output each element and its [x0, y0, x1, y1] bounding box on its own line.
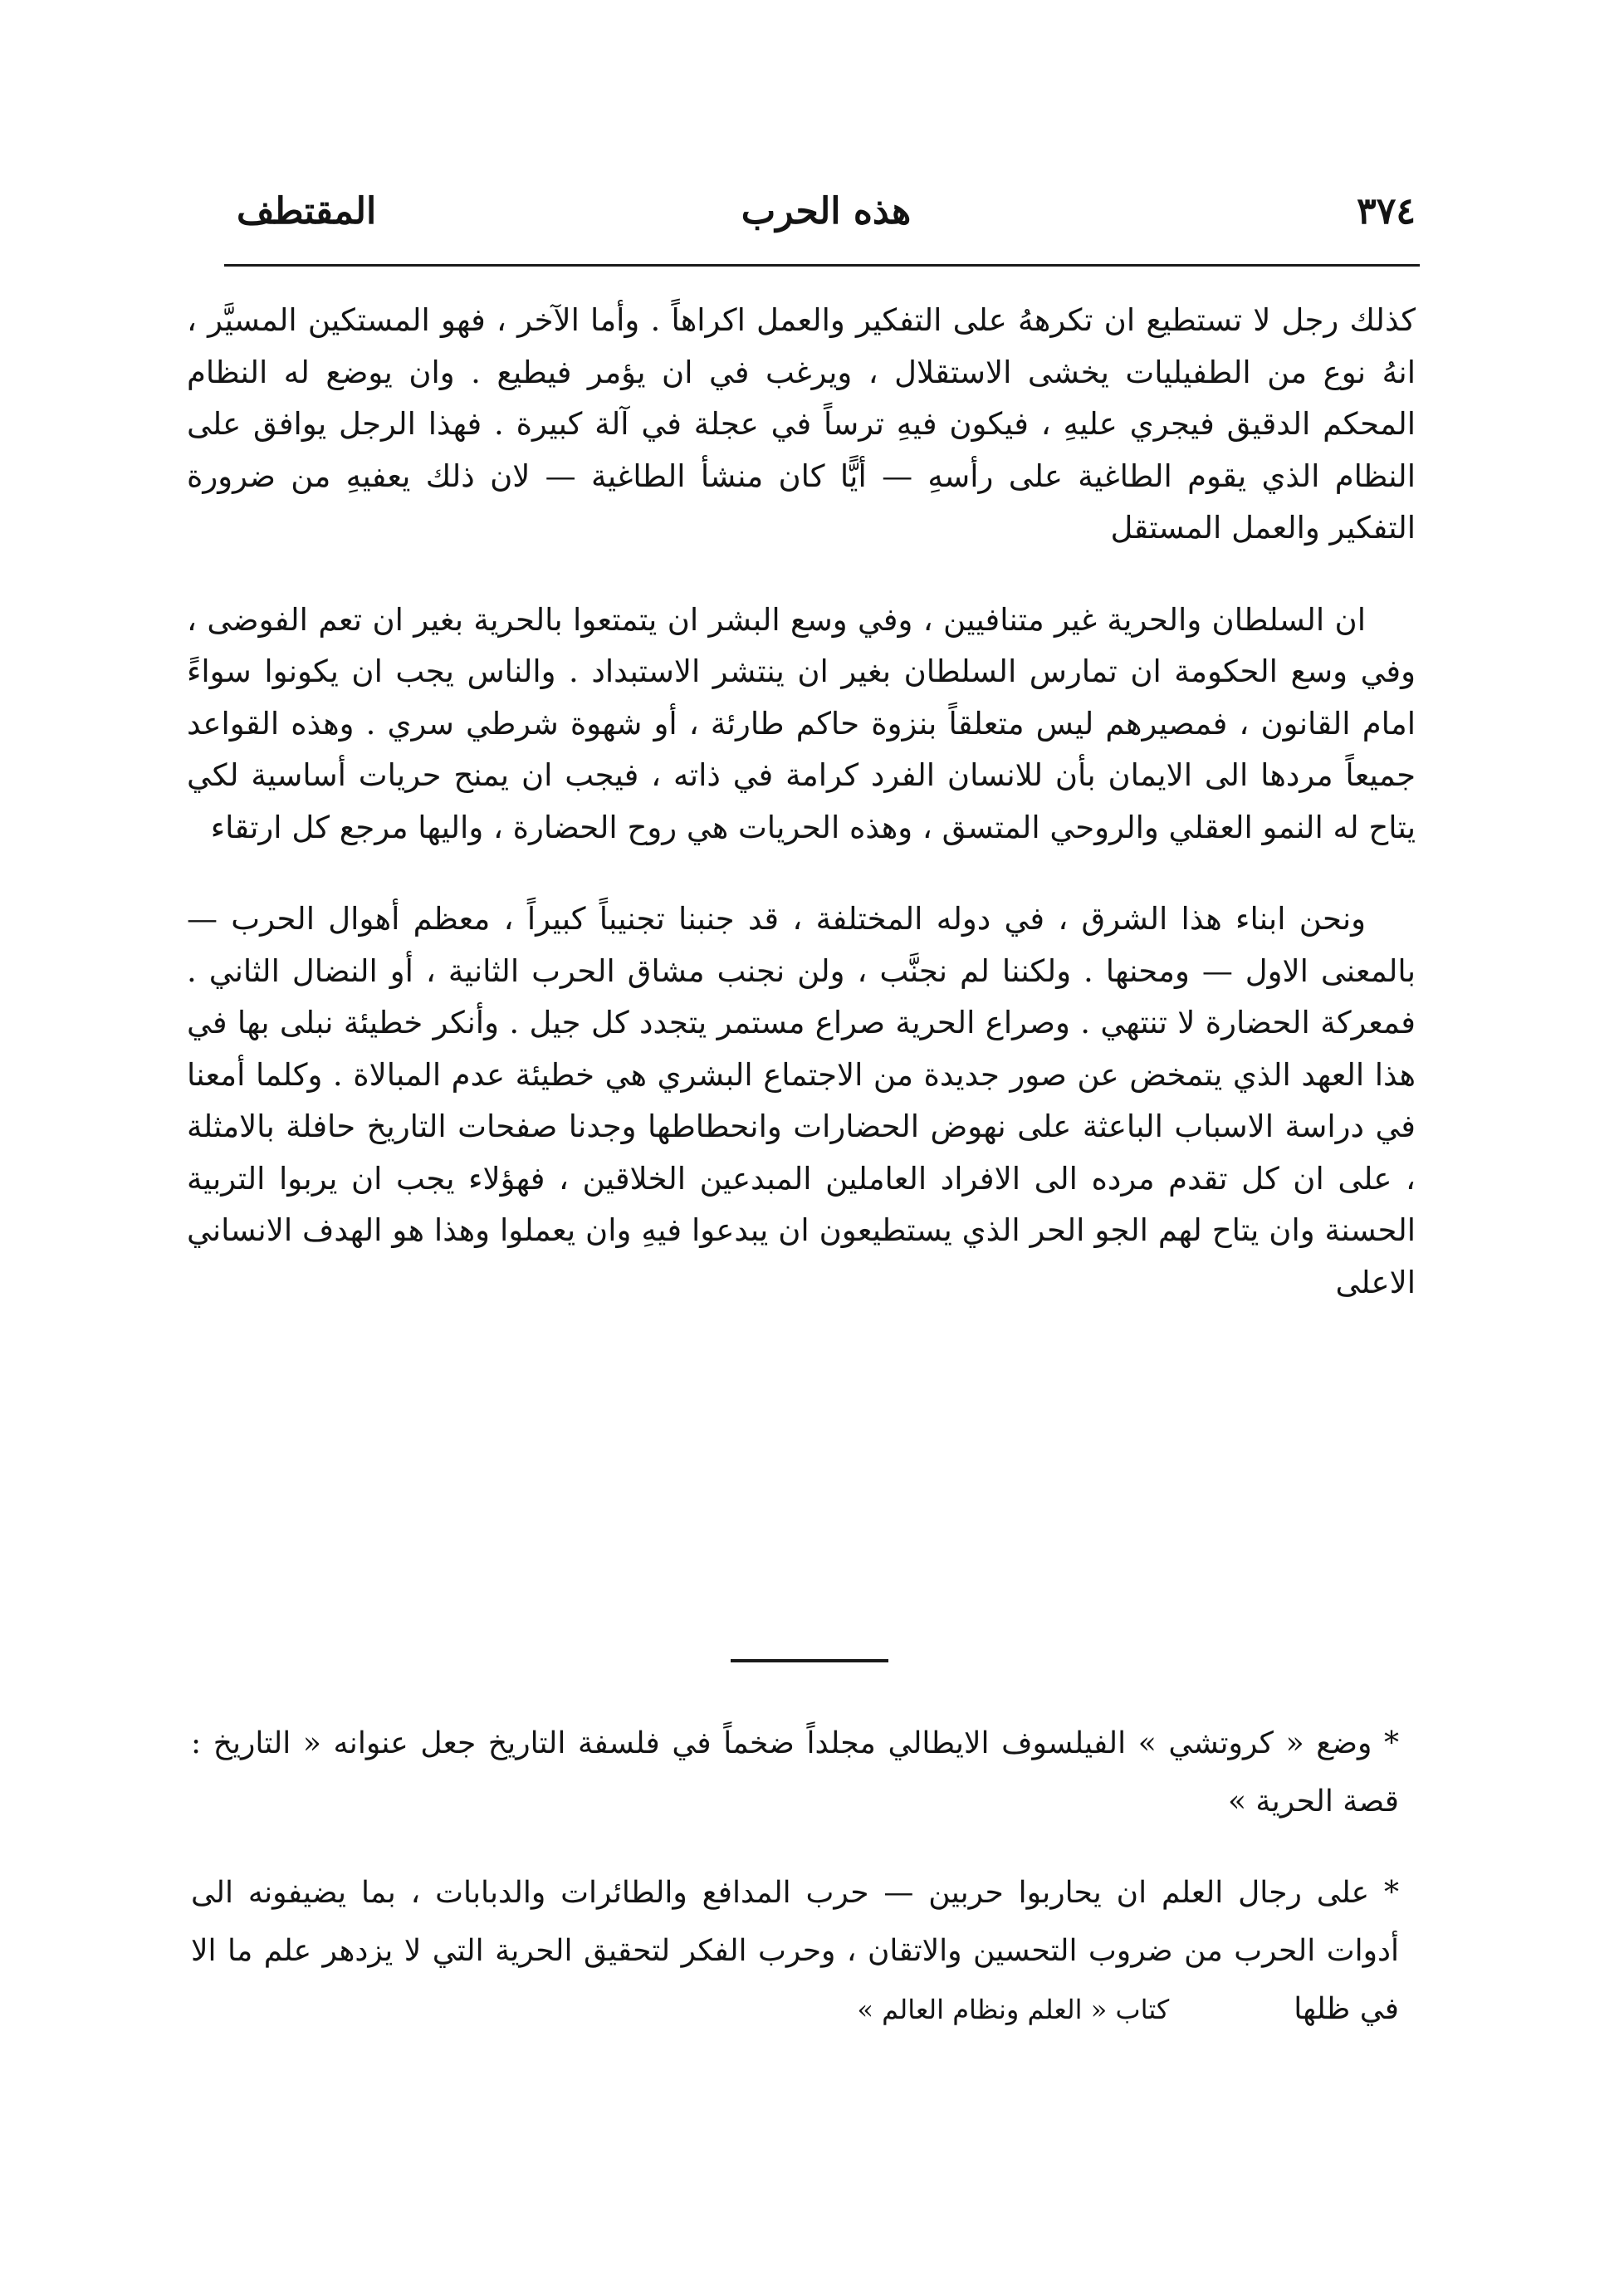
paragraph-1: كذلك رجل لا تستطيع ان تكرههُ على التفكير والعمل اكراهاً . وأما الآخر ، فهو المستكين المسيَّر ، انهُ نوع من الطفيليات يخشى الاستقلال ، ويرغب في ان يؤمر فيطيع . وان يوضع له النظام المحكم الدقيق فيجري عليهِ ، فيكون فيهِ ترساً في عجلة في آلة كبيرة . فهذا الرجل يوافق على النظام الذي يقوم الطاغية على رأسهِ — أيًّا كان منشأ الطاغية — لان ذلك يعفيهِ من ضرورة التفكير والعمل المستقل — [187, 302, 1416, 546]
footnote-1: * وضع « كروتشي » الفيلسوف الايطالي مجلداً ضخماً في فلسفة التاريخ جعل عنوانه « التاريخ : قصة الحرية » — [191, 1726, 1399, 1819]
footnote-2 — [191, 1864, 1399, 2039]
footnotes — [191, 1715, 1399, 2039]
running-title: هذه الحرب — [741, 190, 912, 233]
magazine-name: المقتطف — [237, 190, 377, 233]
paragraph-3: ونحن ابناء هذا الشرق ، في دوله المختلفة ، قد جنبنا تجنيباً كبيراً ، معظم أهوال الحرب — بالمعنى الاول — ومحنها . ولكننا لم نجنَّب ، ولن نجنب مشاق الحرب الثانية ، أو النضال الثاني . فمعركة الحضارة لا تنتهي . وصراع الحرية صراع مستمر يتجدد كل جيل . وأنكر خطيئة نبلى بها في هذا العهد الذي يتمخض عن صور جديدة من الاجتماع البشري هي خطيئة عدم المبالاة . وكلما أمعنا في دراسة الاسباب الباعثة على نهوض الحضارات وانحطاطها وجدنا صفحات التاريخ حافلة بالامثلة ، على ان كل تقدم مرده الى الافراد العاملين المبدعين الخلاقين ، فهؤلاء يجب ان يربوا التربية الحسنة وان يتاح لهم الجو الحر الذي يستطيعون ان يبدعوا فيهِ وان يعملوا وهذا هو الهدف الانساني الاعلى — [187, 901, 1416, 1300]
footnote-2-text: * على رجال العلم ان يحاربوا حربين — حرب المدافع والطائرات والدبابات ، بما يضيفونه الى أدوات الحرب من ضروب التحسين والاتقان ، وحرب الفكر لتحقيق الحرية التي لا يزدهر علم ما الا في ظلها — [191, 1876, 1399, 2026]
page-header — [237, 187, 1416, 245]
section-divider — [731, 1659, 888, 1662]
paragraph-2: ان السلطان والحرية غير متنافيين ، وفي وسع البشر ان يتمتعوا بالحرية بغير ان تعم الفوضى ، وفي وسع الحكومة ان تمارس السلطان بغير ان ينتشر الاستبداد . والناس يجب ان يكونوا سواءً امام القانون ، فمصيرهم ليس متعلقاً بنزوة حاكم طارئة ، أو شهوة شرطي سري . وهذه القواعد جميعاً مردها الى الايمان بأن للانسان الفرد كرامة في ذاته ، فيجب ان يمنح حريات أساسية لكي يتاح له النمو العقلي والروحي المتسق ، وهذه الحريات هي روح الحضارة ، واليها مرجع كل ارتقاء — [187, 601, 1416, 845]
page-number: ٣٧٤ — [1357, 190, 1416, 233]
footnote-source: كتاب « العلم ونظام العالم » — [857, 1994, 1170, 2025]
article-body — [187, 295, 1416, 1309]
header-rule — [224, 264, 1420, 267]
